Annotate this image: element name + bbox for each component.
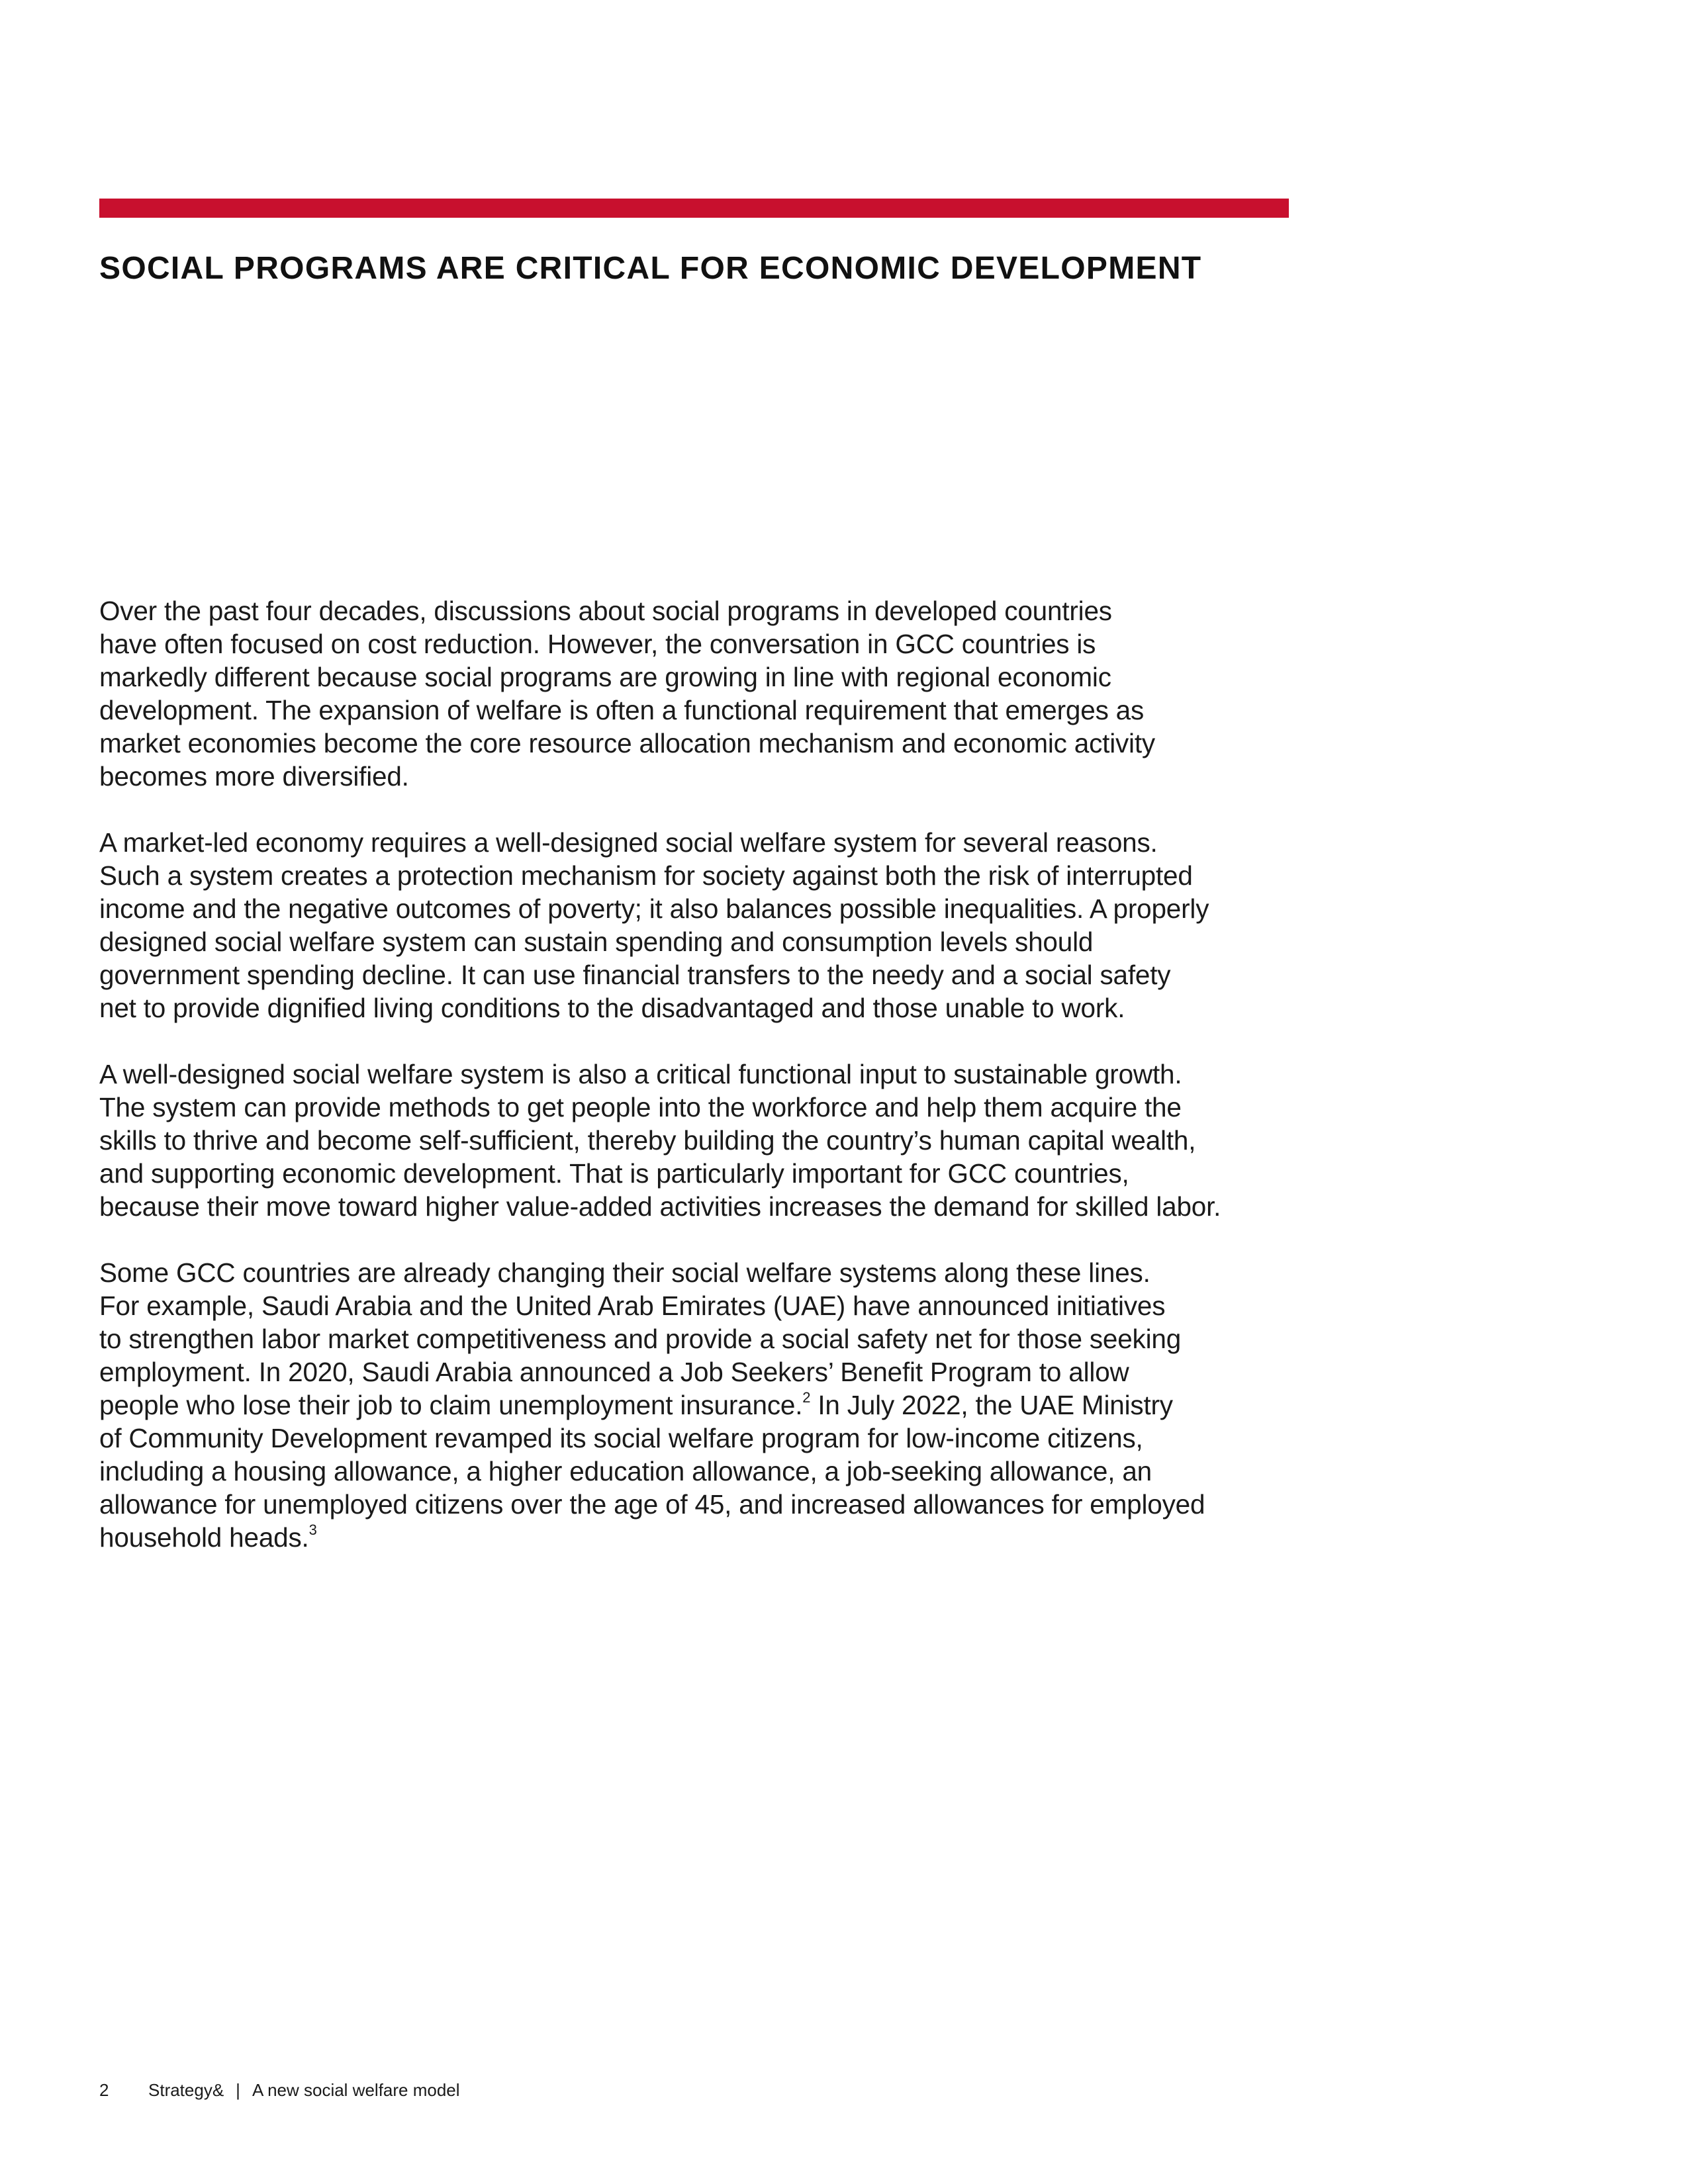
text-segment: In July 2022, the UAE Ministry: [810, 1390, 1173, 1420]
text-segment: people who lose their job to claim unemployment insurance.: [99, 1390, 803, 1420]
text-line: designed social welfare system can sustain spending and consumption levels should: [99, 927, 1094, 957]
footer-brand: Strategy&: [148, 2080, 224, 2100]
text-line: market economies become the core resource allocation mechanism and economic activity: [99, 728, 1155, 758]
footnote-marker: 3: [308, 1521, 317, 1538]
text-line: net to provide dignified living conditions to the disadvantaged and those unable to work.: [99, 993, 1125, 1023]
text-line: Some GCC countries are already changing their social welfare systems along these lines.: [99, 1257, 1150, 1288]
text-line: For example, Saudi Arabia and the United Arab Emirates (UAE) have announced initiatives: [99, 1291, 1166, 1321]
footer-separator: |: [236, 2080, 240, 2100]
text-line: income and the negative outcomes of poverty; it also balances possible inequalities. A properly: [99, 893, 1209, 924]
paragraph-1: [99, 594, 1284, 793]
text-line: The system can provide methods to get people into the workforce and help them acquire the: [99, 1092, 1182, 1122]
paragraph-2: [99, 826, 1284, 1024]
text-line: employment. In 2020, Saudi Arabia announced a Job Seekers’ Benefit Program to allow: [99, 1357, 1129, 1387]
footnote-marker: 2: [802, 1388, 811, 1406]
text-line: and supporting economic development. That is particularly important for GCC countries,: [99, 1158, 1129, 1189]
text-line: Such a system creates a protection mechanism for society against both the risk of interrupted: [99, 860, 1193, 891]
section-title: SOCIAL PROGRAMS ARE CRITICAL FOR ECONOMIC DEVELOPMENT: [99, 251, 1202, 286]
page-number: 2: [99, 2080, 109, 2100]
text-line: including a housing allowance, a higher education allowance, a job-seeking allowance, an: [99, 1456, 1152, 1486]
text-line: markedly different because social programs are growing in line with regional economic: [99, 662, 1111, 692]
paragraph-3: [99, 1058, 1284, 1223]
header-accent-bar: [99, 199, 1289, 218]
text-line: government spending decline. It can use financial transfers to the needy and a social safety: [99, 960, 1171, 990]
text-line: Over the past four decades, discussions about social programs in developed countries: [99, 596, 1112, 626]
body-text: [99, 594, 1284, 1587]
paragraph-4: [99, 1256, 1284, 1554]
text-line: development. The expansion of welfare is often a functional requirement that emerges as: [99, 695, 1145, 725]
text-line: because their move toward higher value-added activities increases the demand for skilled labor.: [99, 1191, 1221, 1222]
text-line-with-footnote: [99, 1388, 1284, 1422]
page-footer: [99, 2080, 460, 2100]
text-line: becomes more diversified.: [99, 761, 409, 792]
text-line: allowance for unemployed citizens over the age of 45, and increased allowances for employed: [99, 1489, 1205, 1520]
text-line: A market-led economy requires a well-designed social welfare system for several reasons.: [99, 827, 1158, 858]
text-line: of Community Development revamped its social welfare program for low-income citizens,: [99, 1423, 1143, 1453]
text-line: have often focused on cost reduction. However, the conversation in GCC countries is: [99, 629, 1096, 659]
text-line: A well-designed social welfare system is also a critical functional input to sustainable growth.: [99, 1059, 1182, 1089]
text-line: to strengthen labor market competitiveness and provide a social safety net for those seeking: [99, 1324, 1182, 1354]
text-line-with-footnote: [99, 1521, 1284, 1554]
footer-document-title: A new social welfare model: [252, 2080, 460, 2100]
text-line: skills to thrive and become self-sufficient, thereby building the country’s human capital wealth,: [99, 1125, 1196, 1156]
text-segment: household heads.: [99, 1522, 309, 1553]
